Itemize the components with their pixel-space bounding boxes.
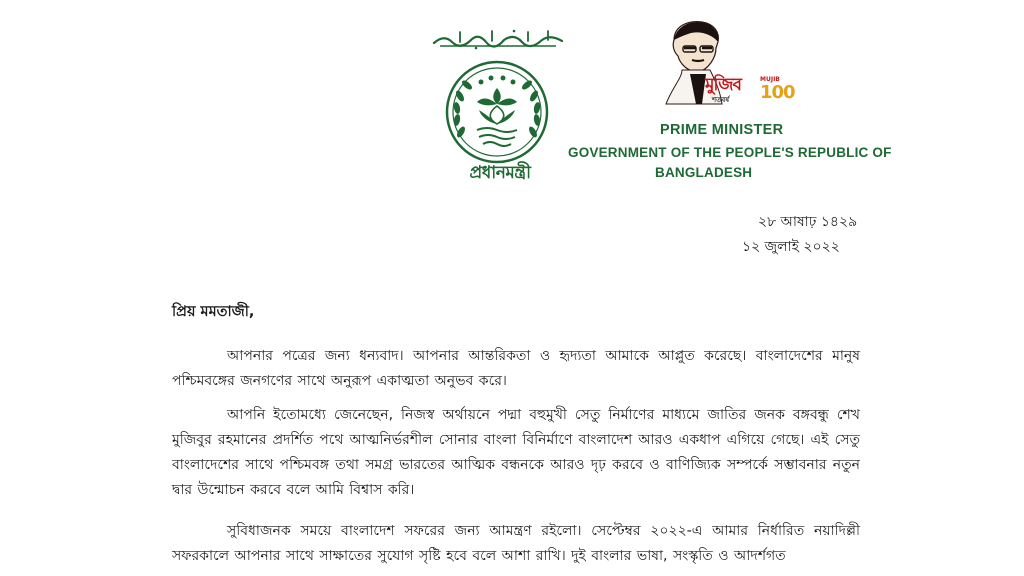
letterhead-title-prime-minister: PRIME MINISTER <box>660 122 784 138</box>
letterhead-title-government: GOVERNMENT OF THE PEOPLE'S REPUBLIC OF <box>568 145 892 160</box>
letter-salutation: প্রিয় মমতাজী, <box>172 304 255 320</box>
mujib-logo-years: MUJIB <box>760 76 780 83</box>
bangladesh-emblem-icon <box>443 58 551 166</box>
emblem-caption: প্রধানমন্ত্রী <box>469 163 531 183</box>
letter-paragraph-1: আপনার পত্রের জন্য ধন্যবাদ। আপনার আন্তরিকতা ও হৃদ্যতা আমাকে আপ্লুত করেছে। বাংলাদেশের মানুষ পশ্চিমবঙ্গের জনগণের সাথে অনুরূপ একাত্মতা অনুভব করে। <box>172 348 860 389</box>
letterhead-title-country: BANGLADESH <box>655 165 753 180</box>
mujib-logo-number: 100 <box>760 82 795 103</box>
mujib-logo-title: মুজিব <box>705 75 741 95</box>
date-bengali-calendar: ২৮ আষাঢ় ১৪২৯ <box>758 214 858 230</box>
date-gregorian: ১২ জুলাই ২০২২ <box>742 239 840 255</box>
bismillah-calligraphy <box>430 28 566 50</box>
letter-paragraph-2: আপনি ইতোমধ্যে জেনেছেন, নিজস্ব অর্থায়নে পদ্মা বহুমুখী সেতু নির্মাণের মাধ্যমে জাতির জনক বঙ্গবন্ধু শেখ মুজিবুর রহমানের প্রদর্শিত পথে আত্মনির্ভরশীল সোনার বাংলা বিনির্মাণে বাংলাদেশ আরও একধাপ এগিয়ে গেছে। এই সেতু বাংলাদেশের সাথে পশ্চিমবঙ্গ তথা সমগ্র ভারতের আত্মিক বন্ধনকে আরও দৃঢ় করবে ও বাণিজ্যিক সম্পর্কে সম্ভাবনার নতুন দ্বার উন্মোচন করবে বলে আমি বিশ্বাস করি। <box>172 407 860 498</box>
letter-paragraph-3: সুবিধাজনক সময়ে বাংলাদেশ সফরের জন্য আমন্ত্রণ রইলো। সেপ্টেম্বর ২০২২-এ আমার নির্ধারিত নয়াদিল্লী সফরকালে আপনার সাথে সাক্ষাতের সুযোগ সৃষ্টি হবে বলে আশা রাখি। দুই বাংলার ভাষা, সংস্কৃতি ও আদর্শগত <box>172 523 860 564</box>
mujib-logo-subtitle: শতবর্ষ <box>712 96 730 104</box>
